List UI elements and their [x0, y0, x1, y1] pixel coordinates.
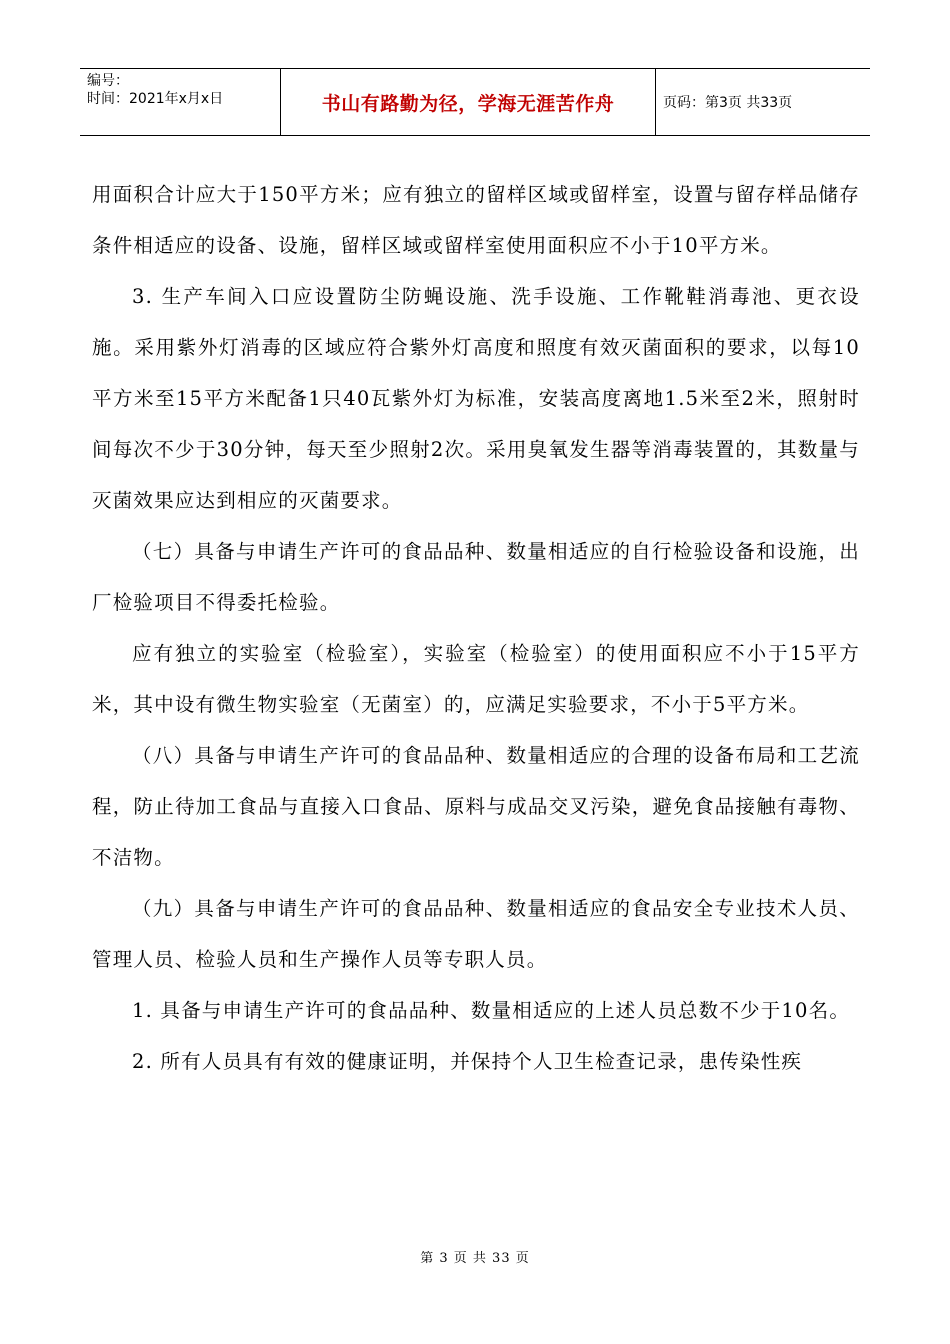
document-body — [92, 169, 860, 1087]
document-date-label: 时间：2021年x月x日 — [87, 91, 224, 107]
paragraph: 应有独立的实验室（检验室），实验室（检验室）的使用面积应不小于15平方米，其中设有微生物实验室（无菌室）的，应满足实验要求，不小于5平方米。 — [92, 642, 860, 716]
section-paragraph: （八）具备与申请生产许可的食品品种、数量相适应的合理的设备布局和工艺流程，防止待加工食品与直接入口食品、原料与成品交叉污染，避免食品接触有毒物、不洁物。 — [92, 744, 860, 869]
section-paragraph: （九）具备与申请生产许可的食品品种、数量相适应的食品安全专业技术人员、管理人员、检验人员和生产操作人员等专职人员。 — [92, 897, 860, 971]
document-number-label: 编号： — [87, 73, 129, 89]
page-header — [80, 68, 870, 136]
page-footer: 第 3 页 共 33 页 — [420, 1251, 530, 1266]
header-motto: 书山有路勤为径，学海无涯苦作舟 — [281, 69, 656, 135]
section-paragraph: （七）具备与申请生产许可的食品品种、数量相适应的自行检验设备和设施，出厂检验项目不得委托检验。 — [92, 540, 860, 614]
paragraph: 3. 生产车间入口应设置防尘防蝇设施、洗手设施、工作靴鞋消毒池、更衣设施。采用紫外灯消毒的区域应符合紫外灯高度和照度有效灭菌面积的要求，以每10平方米至15平方米配备1只40瓦紫外灯为标准，安装高度离地1.5米至2米，照射时间每次不少于30分钟，每天至少照射2次。采用臭氧发生器等消毒装置的，其数量与灭菌效果应达到相应的灭菌要求。 — [92, 285, 860, 512]
paragraph: 1. 具备与申请生产许可的食品品种、数量相适应的上述人员总数不少于10名。 — [132, 999, 851, 1022]
paragraph: 用面积合计应大于150平方米；应有独立的留样区域或留样室，设置与留存样品储存条件相适应的设备、设施，留样区域或留样室使用面积应不小于10平方米。 — [92, 183, 860, 257]
header-meta-cell — [80, 69, 281, 135]
header-page-info: 页码：第3页 共33页 — [663, 95, 793, 111]
paragraph: 2. 所有人员具有有效的健康证明，并保持个人卫生检查记录，患传染性疾 — [132, 1050, 803, 1073]
